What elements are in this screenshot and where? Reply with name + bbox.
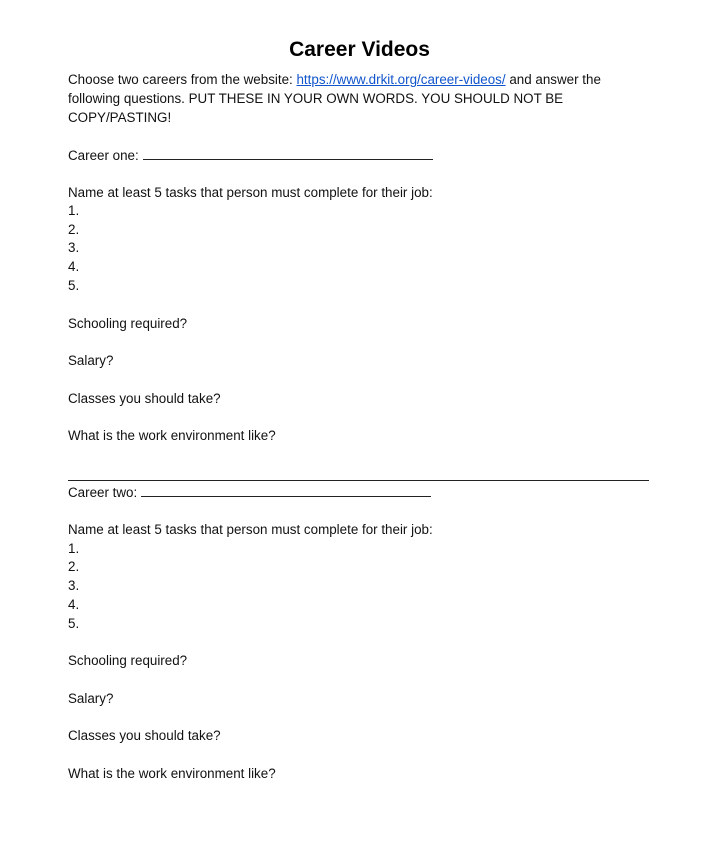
task-number-1-4: 4. — [68, 259, 80, 274]
salary-question-1: Salary? — [68, 353, 114, 368]
task-number-1-1: 1. — [68, 203, 80, 218]
salary-question-2: Salary? — [68, 691, 114, 706]
task-number-2-1: 1. — [68, 541, 80, 556]
schooling-question-1: Schooling required? — [68, 316, 188, 331]
task-number-2-5: 5. — [68, 616, 80, 631]
task-number-1-2: 2. — [68, 222, 80, 237]
section-divider — [68, 480, 649, 481]
career-two-blank[interactable] — [141, 482, 431, 497]
task-number-2-3: 3. — [68, 578, 80, 593]
career-one-blank[interactable] — [143, 145, 433, 160]
environment-question-1: What is the work environment like? — [68, 428, 276, 443]
task-number-2-4: 4. — [68, 597, 80, 612]
instructions-text: Choose two careers from the website: — [68, 72, 297, 87]
page-title: Career Videos — [289, 38, 430, 61]
schooling-question-2: Schooling required? — [68, 653, 188, 668]
instructions — [68, 70, 648, 127]
task-number-1-5: 5. — [68, 278, 80, 293]
classes-question-2: Classes you should take? — [68, 728, 221, 743]
task-number-2-2: 2. — [68, 559, 80, 574]
career-one-row — [68, 145, 433, 165]
classes-question-1: Classes you should take? — [68, 391, 221, 406]
tasks-prompt-2: Name at least 5 tasks that person must complete for their job: — [68, 522, 433, 537]
career-two-row — [68, 482, 431, 502]
career-one-label: Career one: — [68, 148, 139, 163]
task-number-1-3: 3. — [68, 240, 80, 255]
career-videos-link[interactable]: https://www.drkit.org/career-videos/ — [296, 72, 506, 87]
environment-question-2: What is the work environment like? — [68, 766, 276, 781]
career-two-label: Career two: — [68, 485, 138, 500]
tasks-prompt-1: Name at least 5 tasks that person must complete for their job: — [68, 185, 433, 200]
instructions-text-cont: and answer the following questions. PUT THESE IN YOUR OWN WORDS. YOU SHOULD NOT BE COPY/PASTING! — [68, 72, 601, 125]
